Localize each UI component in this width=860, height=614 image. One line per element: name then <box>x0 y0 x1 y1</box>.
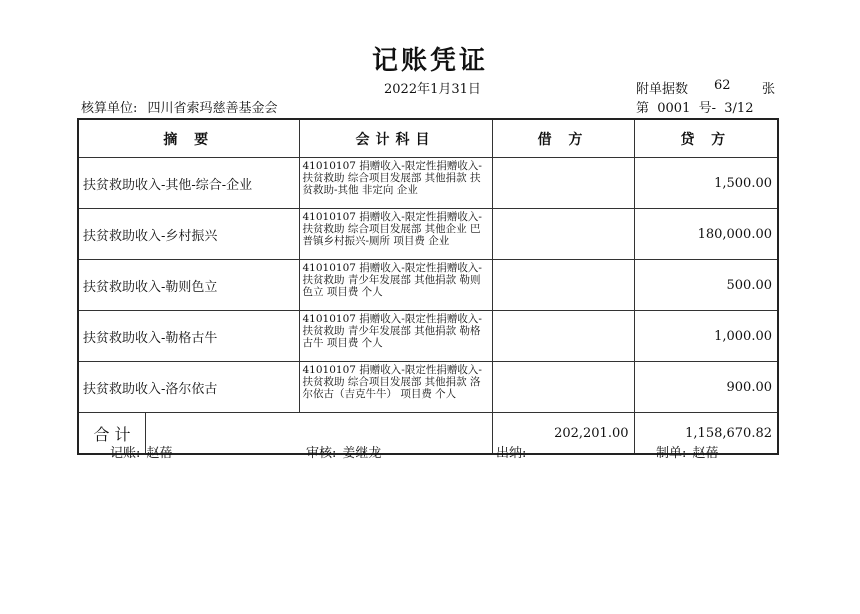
table-header-row <box>78 119 778 158</box>
bookkeeper-name: 赵蓓 <box>146 446 173 461</box>
preparer-name: 赵蓓 <box>692 446 719 461</box>
attachment-count <box>636 78 776 97</box>
bookkeeper-label: 记账: <box>110 446 141 461</box>
accounting-unit <box>81 97 278 116</box>
header-debit: 借 方 <box>492 119 634 158</box>
preparer-label: 制单: <box>656 446 687 461</box>
row-debit <box>492 260 634 311</box>
cashier-label: 出纳: <box>496 446 527 461</box>
row-subject: 41010107 捐赠收入-限定性捐赠收入-扶贫救助 青少年发展部 其他捐款 勒格古牛 项目费 个人 <box>299 311 492 362</box>
table-row <box>78 209 778 260</box>
row-subject: 41010107 捐赠收入-限定性捐赠收入-扶贫救助 青少年发展部 其他捐款 勒则色立 项目费 个人 <box>299 260 492 311</box>
row-summary: 扶贫救助收入-其他-综合-企业 <box>78 158 299 209</box>
table-row <box>78 158 778 209</box>
header-subject: 会计科目 <box>299 119 492 158</box>
row-subject: 41010107 捐赠收入-限定性捐赠收入-扶贫救助 综合项目发展部 其他企业 巴普镇乡村振兴-厕所 项目费 企业 <box>299 209 492 260</box>
row-summary: 扶贫救助收入-乡村振兴 <box>78 209 299 260</box>
row-debit <box>492 158 634 209</box>
row-summary: 扶贫救助收入-勒则色立 <box>78 260 299 311</box>
row-subject: 41010107 捐赠收入-限定性捐赠收入-扶贫救助 综合项目发展部 其他捐款 扶贫救助-其他 非定向 企业 <box>299 158 492 209</box>
footer-preparer <box>656 442 718 461</box>
total-credit: 1,158,670.82 <box>634 413 778 455</box>
reviewer-label: 审核: <box>306 446 337 461</box>
voucher-number: 第 0001 号- 3/12 <box>636 101 754 116</box>
accounting-unit-name: 四川省索玛慈善基金会 <box>147 101 278 116</box>
total-debit: 202,201.00 <box>492 413 634 455</box>
row-credit: 900.00 <box>634 362 778 413</box>
attachment-number: 62 <box>714 78 731 93</box>
header-summary: 摘 要 <box>78 119 299 158</box>
row-credit: 180,000.00 <box>634 209 778 260</box>
table-row <box>78 311 778 362</box>
row-subject: 41010107 捐赠收入-限定性捐赠收入-扶贫救助 综合项目发展部 其他捐款 洛尔依古（吉克牛牛） 项目费 个人 <box>299 362 492 413</box>
voucher-table <box>77 118 779 455</box>
table-row <box>78 260 778 311</box>
footer-bookkeeper <box>110 442 172 461</box>
row-credit: 500.00 <box>634 260 778 311</box>
voucher-date: 2022年1月31日 <box>384 82 481 97</box>
page-title: 记账凭证 <box>371 46 488 76</box>
row-credit: 1,500.00 <box>634 158 778 209</box>
row-credit: 1,000.00 <box>634 311 778 362</box>
footer-reviewer <box>306 442 381 461</box>
row-debit <box>492 311 634 362</box>
row-summary: 扶贫救助收入-洛尔依古 <box>78 362 299 413</box>
row-summary: 扶贫救助收入-勒格古牛 <box>78 311 299 362</box>
row-debit <box>492 209 634 260</box>
accounting-unit-label: 核算单位: <box>81 101 138 116</box>
footer-cashier <box>496 442 532 461</box>
row-debit <box>492 362 634 413</box>
attachment-unit: 张 <box>762 82 776 97</box>
attachment-label: 附单据数 <box>636 82 689 97</box>
table-row <box>78 362 778 413</box>
total-label: 合 计 <box>79 413 146 453</box>
header-credit: 贷 方 <box>634 119 778 158</box>
reviewer-name: 姜继龙 <box>342 446 382 461</box>
